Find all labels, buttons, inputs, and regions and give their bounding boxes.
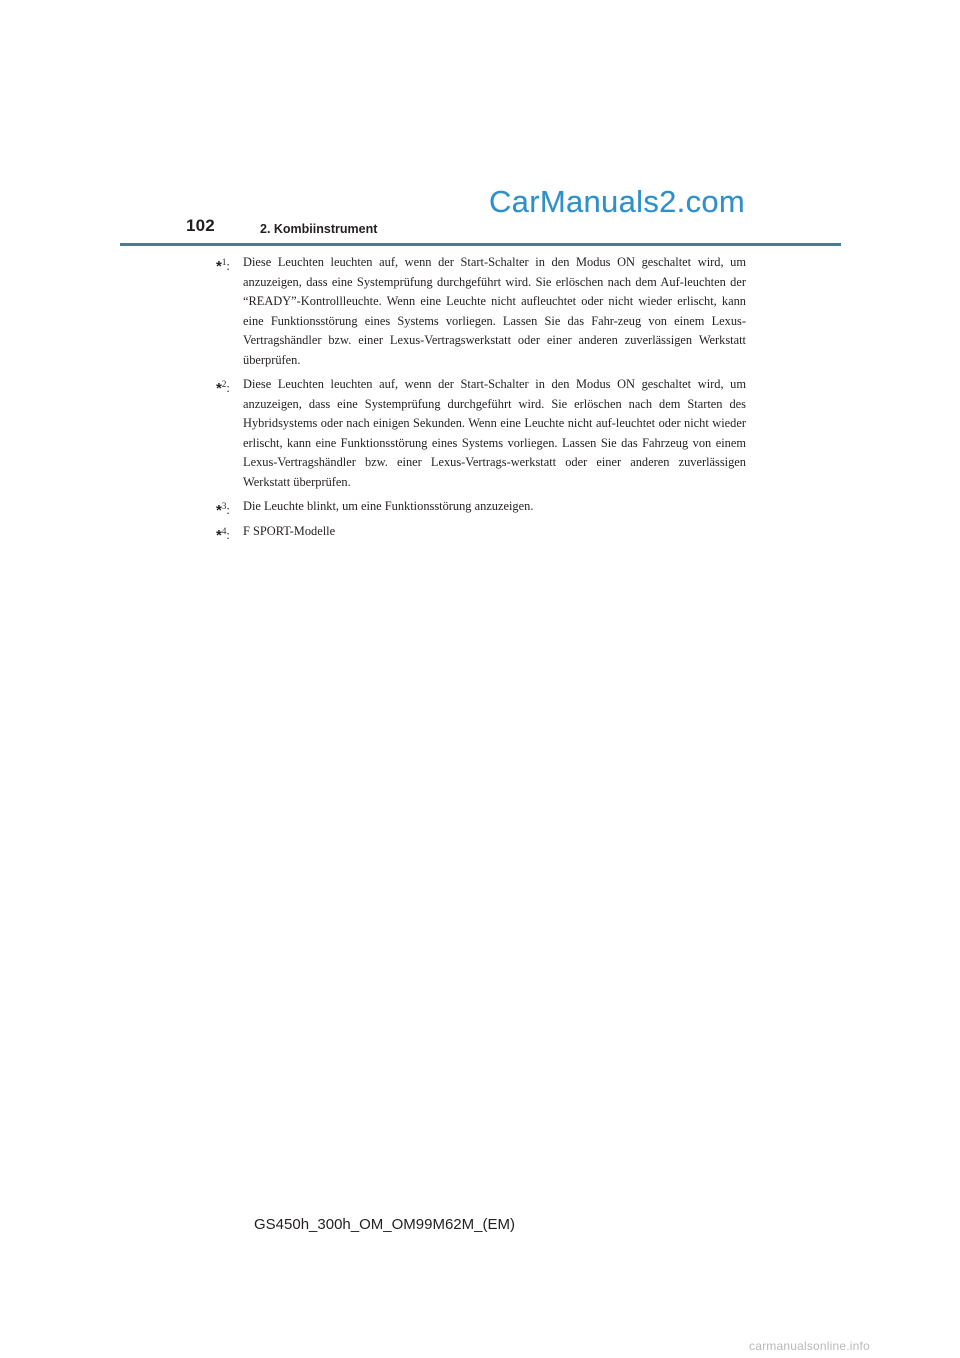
footnote-marker: *$^3$: xyxy=(216,501,230,519)
footnote-text: F SPORT-Modelle xyxy=(243,523,336,538)
footnote-marker: *$^4$: xyxy=(216,525,230,544)
site-link[interactable]: carmanualsonline.info xyxy=(749,1339,870,1353)
footnote-3 xyxy=(216,497,746,517)
page-number: 102 xyxy=(186,216,215,235)
footnote-list xyxy=(216,253,746,546)
footnote-4 xyxy=(216,522,746,542)
section-title: 2. Kombiinstrument xyxy=(260,222,378,236)
watermark-link[interactable]: CarManuals2.com xyxy=(489,184,746,219)
footnote-marker: *$^2$: xyxy=(216,379,230,397)
footnote-marker: *$^1$: xyxy=(216,257,230,275)
header-rule xyxy=(120,243,841,246)
footnote-text: Die Leuchte blinkt, um eine Funktionsstörung anzuzeigen. xyxy=(243,499,534,513)
footnote-text: Diese Leuchten leuchten auf, wenn der Start-Schalter in den Modus ON geschaltet wird, um anzuzeigen, dass eine Systemprüfung durchgeführt wird. Sie erlöschen nach dem Auf-leuchten der “READY”-Kontrollleuchte. Wenn eine Leuchte nicht aufleuchtet oder nicht wieder erlischt, kann eine Funktionsstörung eines Systems vorliegen. Lassen Sie das Fahr-zeug von einem Lexus-Vertragshändler bzw. einer Lexus-Vertragswerkstatt oder einer anderen zuverlässigen Werkstatt überprüfen. xyxy=(243,255,746,367)
footnote-1 xyxy=(216,253,746,370)
footnote-2 xyxy=(216,375,746,492)
document-code: GS450h_300h_OM_OM99M62M_(EM) xyxy=(254,1216,515,1233)
footnote-text: Diese Leuchten leuchten auf, wenn der Start-Schalter in den Modus ON geschaltet wird, um anzuzeigen, dass eine Systemprüfung durchgeführt wird. Sie erlöschen nach dem Starten des Hybridsystems oder nach einigen Sekunden. Wenn eine Leuchte nicht auf-leuchtet oder nicht wieder erlischt, kann eine Funktionsstörung eines Systems vorliegen. Lassen Sie das Fahrzeug von einem Lexus-Vertragshändler bzw. einer Lexus-Vertrags-werkstatt oder einer anderen zuverlässigen Werkstatt überprüfen. xyxy=(243,377,746,489)
